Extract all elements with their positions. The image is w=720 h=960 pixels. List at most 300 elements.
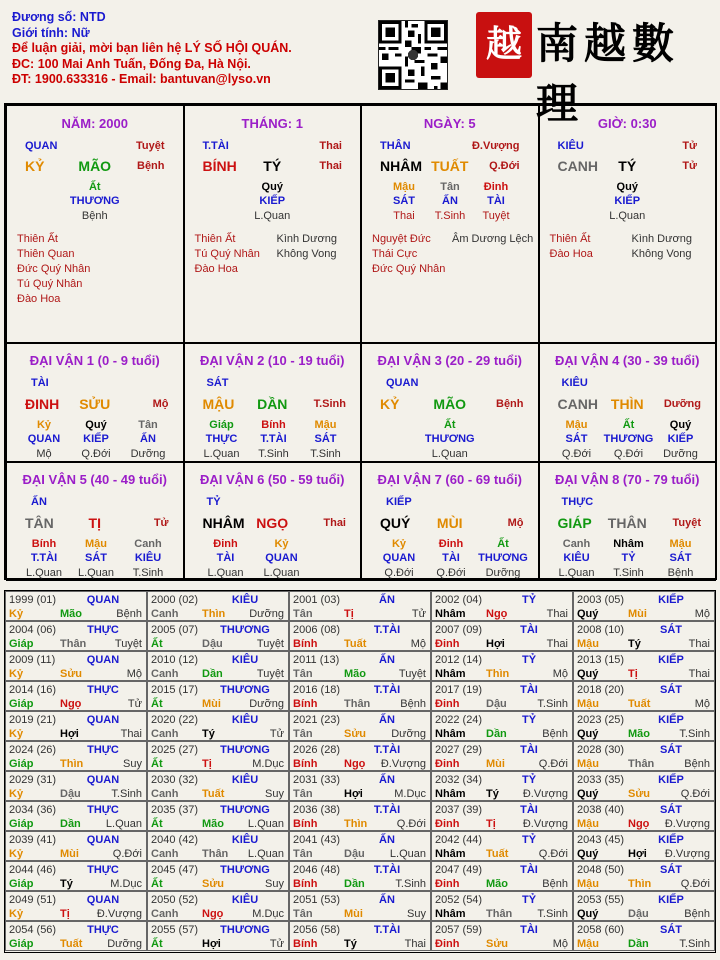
earthly-branch: TUẤT bbox=[431, 158, 469, 174]
year-branch: Tị bbox=[628, 668, 638, 680]
hidden-stem: Đinh bbox=[213, 538, 238, 550]
ten-god: TỶ bbox=[521, 714, 537, 726]
dai-van-title: ĐẠI VẬN 7 (60 - 69 tuổi) bbox=[377, 472, 522, 487]
life-stage: T.Sinh bbox=[395, 878, 426, 890]
star-name: Tú Quý Nhân bbox=[17, 278, 83, 290]
year-label: 2020 (22) bbox=[151, 714, 199, 726]
hidden-god: KIẾP bbox=[83, 433, 109, 445]
life-stage: Thai bbox=[688, 638, 710, 650]
life-stage: Mộ bbox=[694, 698, 710, 710]
year-stem: Ất bbox=[151, 938, 163, 950]
year-cell bbox=[289, 771, 431, 801]
dai-van-cell bbox=[539, 343, 717, 462]
year-branch: Tuất bbox=[202, 788, 225, 800]
year-stem: Bính bbox=[293, 878, 318, 890]
year-branch: Tý bbox=[628, 638, 641, 650]
year-stem: Mậu bbox=[577, 638, 599, 650]
hidden-god: QUAN bbox=[265, 552, 298, 564]
hidden-stem: Quý bbox=[85, 419, 107, 431]
year-stem: Ất bbox=[151, 758, 163, 770]
ten-god: T.TÀI bbox=[373, 804, 401, 816]
dai-van-title: ĐẠI VẬN 8 (70 - 79 tuổi) bbox=[555, 472, 700, 487]
earthly-branch: TỊ bbox=[88, 515, 101, 531]
year-branch: Ngọ bbox=[60, 698, 82, 710]
logo-title: 南越數理 bbox=[536, 19, 681, 128]
year-label: 2017 (19) bbox=[435, 684, 483, 696]
heavenly-stem: KỶ bbox=[380, 396, 400, 412]
hidden-stem: Mậu bbox=[85, 538, 107, 550]
year-label: 2053 (55) bbox=[577, 894, 625, 906]
ten-god: KIẾP bbox=[658, 774, 684, 786]
ten-god: KIẾP bbox=[658, 714, 684, 726]
ten-god: T.TÀI bbox=[373, 864, 401, 876]
heavenly-stem: BÍNH bbox=[202, 158, 237, 174]
year-label: 2056 (58) bbox=[293, 924, 341, 936]
year-branch: Dậu bbox=[486, 698, 507, 710]
earthly-branch: THÌN bbox=[610, 396, 644, 412]
ten-god: TỶ bbox=[206, 496, 221, 508]
earthly-branch: MÃO bbox=[433, 396, 467, 412]
ten-god: T.TÀI bbox=[202, 140, 229, 152]
hidden-god: QUAN bbox=[382, 552, 416, 564]
year-label: 2004 (06) bbox=[9, 624, 57, 636]
ten-god: TÀI bbox=[520, 684, 538, 696]
star-name: Thiên Quan bbox=[17, 248, 75, 260]
year-label: 2042 (44) bbox=[435, 834, 483, 846]
year-cell bbox=[5, 651, 147, 681]
year-label: 2019 (21) bbox=[9, 714, 57, 726]
hidden-stage: Q.Đới bbox=[613, 448, 644, 460]
hidden-god: SÁT bbox=[669, 552, 692, 564]
hidden-god: THƯƠNG bbox=[603, 433, 654, 445]
hidden-stage: Mộ bbox=[36, 448, 52, 460]
year-branch: Thìn bbox=[628, 878, 652, 890]
hidden-stage: L.Quan bbox=[254, 210, 291, 222]
year-label: 2003 (05) bbox=[577, 594, 625, 606]
ten-god: TỶ bbox=[521, 834, 537, 846]
year-branch: Thân bbox=[486, 908, 513, 920]
year-label: 2022 (24) bbox=[435, 714, 483, 726]
year-cell bbox=[147, 921, 289, 951]
year-stem: Nhâm bbox=[435, 908, 466, 920]
life-stage: M.Dục bbox=[110, 878, 142, 890]
year-label: 2028 (30) bbox=[577, 744, 625, 756]
life-stage: T.Sinh bbox=[537, 698, 568, 710]
year-branch: Thân bbox=[628, 758, 655, 770]
year-cell bbox=[289, 621, 431, 651]
year-cell bbox=[573, 861, 715, 891]
dai-van-title: ĐẠI VẬN 6 (50 - 59 tuổi) bbox=[200, 472, 345, 487]
year-branch: Hợi bbox=[628, 848, 647, 860]
ten-god: QUAN bbox=[86, 894, 120, 906]
year-stem: Mậu bbox=[577, 758, 599, 770]
hidden-god: ẤN bbox=[140, 433, 156, 445]
year-label: 2025 (27) bbox=[151, 744, 199, 756]
year-stem: Quý bbox=[577, 848, 599, 860]
year-stem: Tân bbox=[293, 608, 313, 620]
heavenly-stem: MẬU bbox=[202, 396, 235, 412]
hidden-stem: Kỷ bbox=[274, 538, 289, 550]
ten-god: T.TÀI bbox=[373, 744, 401, 756]
ten-god: KIẾP bbox=[658, 594, 684, 606]
hidden-stem: Quý bbox=[669, 419, 692, 431]
dai-van-cell bbox=[361, 343, 539, 462]
year-stem: Tân bbox=[293, 788, 313, 800]
year-cell bbox=[289, 651, 431, 681]
star-name: Đức Quý Nhân bbox=[17, 263, 91, 275]
year-label: 2032 (34) bbox=[435, 774, 483, 786]
year-branch: Hợi bbox=[60, 728, 79, 740]
ten-god: THƯƠNG bbox=[220, 624, 270, 636]
year-stem: Bính bbox=[293, 758, 318, 770]
year-stem: Giáp bbox=[9, 938, 34, 950]
chart-grid bbox=[4, 103, 717, 580]
year-label: 2058 (60) bbox=[577, 924, 625, 936]
life-stage: Tuyệt bbox=[114, 638, 142, 650]
year-branch: Tị bbox=[344, 608, 354, 620]
life-stage: Bệnh bbox=[496, 398, 524, 410]
heavenly-stem: TÂN bbox=[25, 515, 54, 531]
hidden-stage: T.Sinh bbox=[258, 448, 289, 460]
year-branch: Tuất bbox=[344, 638, 367, 650]
year-branch: Tý bbox=[486, 788, 499, 800]
ten-god: QUAN bbox=[86, 654, 120, 666]
year-stem: Canh bbox=[151, 848, 179, 860]
year-cell bbox=[5, 831, 147, 861]
life-stage: T.Sinh bbox=[111, 788, 142, 800]
pillar-title: GIỜ: 0:30 bbox=[597, 116, 657, 131]
hidden-stage: L.Quan bbox=[263, 567, 300, 579]
year-branch: Tị bbox=[486, 818, 496, 830]
year-stem: Ất bbox=[151, 878, 163, 890]
year-label: 2015 (17) bbox=[151, 684, 199, 696]
year-cell bbox=[573, 591, 715, 621]
hidden-stem: Đinh bbox=[483, 181, 509, 193]
year-stem: Kỷ bbox=[9, 788, 24, 800]
ten-god: THỰC bbox=[87, 744, 119, 756]
year-stem: Canh bbox=[151, 788, 179, 800]
star-name: Thiên Ất bbox=[549, 233, 591, 245]
hidden-god: SÁT bbox=[85, 552, 107, 564]
hidden-stage: Q.Đới bbox=[436, 567, 466, 579]
hidden-stem: Mậu bbox=[314, 419, 337, 431]
year-branch: Tý bbox=[202, 728, 215, 740]
heavenly-stem: NHÂM bbox=[202, 515, 245, 531]
year-cell bbox=[147, 891, 289, 921]
year-label: 2029 (31) bbox=[9, 774, 57, 786]
life-stage: Bệnh bbox=[542, 878, 568, 890]
hidden-god: TỶ bbox=[621, 552, 636, 564]
year-cell bbox=[431, 801, 573, 831]
address-line: ĐC: 100 Mai Anh Tuấn, Đống Đa, Hà Nội. bbox=[12, 56, 251, 71]
year-stem: Quý bbox=[577, 908, 599, 920]
ten-god: THƯƠNG bbox=[220, 924, 270, 936]
star-name: Đào Hoa bbox=[549, 248, 593, 260]
life-stage: Bệnh bbox=[684, 908, 710, 920]
heavenly-stem: KỶ bbox=[25, 158, 45, 174]
year-stem: Canh bbox=[151, 728, 179, 740]
year-branch: Ngọ bbox=[202, 908, 224, 920]
year-stem: Giáp bbox=[9, 818, 34, 830]
ten-god: THƯƠNG bbox=[220, 804, 270, 816]
hidden-stem: Ất bbox=[497, 538, 509, 550]
hidden-stem: Bính bbox=[261, 419, 286, 431]
year-label: 2021 (23) bbox=[293, 714, 341, 726]
life-stage: Thai bbox=[323, 517, 346, 529]
life-stage: Q.Đới bbox=[538, 758, 568, 770]
year-cell bbox=[147, 591, 289, 621]
year-label: 2014 (16) bbox=[9, 684, 57, 696]
year-branch: Sửu bbox=[202, 878, 225, 890]
year-label: 2043 (45) bbox=[577, 834, 625, 846]
ten-god: QUAN bbox=[386, 377, 419, 389]
year-cell bbox=[289, 741, 431, 771]
life-stage: L.Quan bbox=[105, 818, 142, 830]
ten-god: KIÊU bbox=[231, 894, 259, 906]
life-stage: Suy bbox=[265, 878, 284, 890]
life-stage: Bệnh bbox=[137, 160, 165, 172]
hidden-stem: Mậu bbox=[669, 538, 692, 550]
year-cell bbox=[147, 741, 289, 771]
year-label: 1999 (01) bbox=[9, 594, 57, 606]
year-stem: Giáp bbox=[9, 698, 34, 710]
year-stem: Đinh bbox=[435, 698, 460, 710]
life-stage: Đ.Vượng bbox=[96, 908, 142, 920]
year-branch: Ngọ bbox=[628, 818, 650, 830]
year-stem: Kỷ bbox=[9, 668, 24, 680]
year-stem: Kỷ bbox=[9, 908, 24, 920]
life-stage: Tuyệt bbox=[256, 638, 284, 650]
year-label: 2034 (36) bbox=[9, 804, 57, 816]
year-branch: Mão bbox=[60, 608, 82, 620]
earthly-branch: MÃO bbox=[78, 158, 112, 174]
ten-god: QUAN bbox=[86, 714, 120, 726]
life-stage: L.Quan bbox=[247, 848, 284, 860]
year-cell bbox=[573, 651, 715, 681]
year-cell bbox=[289, 891, 431, 921]
stage: Đ.Vượng bbox=[471, 140, 520, 152]
hidden-stem: Ất bbox=[622, 419, 635, 431]
year-stem: Giáp bbox=[9, 758, 34, 770]
year-branch: Dần bbox=[486, 728, 507, 740]
year-cell bbox=[147, 651, 289, 681]
life-stage: Tử bbox=[269, 938, 284, 950]
life-stage: Đ.Vượng bbox=[664, 848, 710, 860]
year-cell bbox=[431, 651, 573, 681]
year-branch: Dần bbox=[628, 938, 649, 950]
year-branch: Dần bbox=[202, 668, 223, 680]
hidden-stem: Kỷ bbox=[391, 538, 407, 550]
year-label: 2049 (51) bbox=[9, 894, 57, 906]
year-cell bbox=[147, 621, 289, 651]
earthly-branch: SỬU bbox=[79, 396, 111, 412]
pillar-cell bbox=[361, 105, 539, 343]
year-cell bbox=[147, 801, 289, 831]
ten-god: ẤN bbox=[379, 834, 395, 846]
year-stem: Ất bbox=[151, 698, 163, 710]
year-label: 2051 (53) bbox=[293, 894, 341, 906]
year-cell bbox=[289, 921, 431, 951]
life-stage: Bệnh bbox=[684, 758, 710, 770]
star-name: Thái Cực bbox=[372, 248, 418, 260]
year-branch: Mùi bbox=[60, 848, 79, 860]
year-stem: Quý bbox=[577, 728, 599, 740]
dai-van-title: ĐẠI VẬN 1 (0 - 9 tuổi) bbox=[29, 353, 160, 368]
heavenly-stem: QUÝ bbox=[380, 515, 411, 531]
annual-luck-grid bbox=[4, 590, 716, 953]
year-cell bbox=[5, 591, 147, 621]
logo-seal: 越 bbox=[476, 12, 532, 78]
star-name: Thiên Ất bbox=[17, 233, 58, 245]
hidden-stage: T.Sinh bbox=[613, 567, 644, 579]
life-stage: Mộ bbox=[410, 638, 426, 650]
ten-god: SÁT bbox=[660, 924, 682, 936]
life-stage: M.Dục bbox=[252, 908, 284, 920]
owner-name: Đương số: NTD bbox=[12, 10, 106, 24]
dai-van-cell bbox=[184, 343, 362, 462]
hidden-stage: L.Quan bbox=[77, 567, 115, 579]
life-stage: Q.Đới bbox=[680, 878, 710, 890]
year-stem: Tân bbox=[293, 728, 313, 740]
ten-god: QUAN bbox=[86, 834, 120, 846]
ten-god: T.TÀI bbox=[373, 624, 401, 636]
hidden-stem: Đinh bbox=[438, 538, 464, 550]
life-stage: Mộ bbox=[507, 517, 524, 529]
star-name: Không Vong bbox=[631, 248, 692, 260]
star-name: Đào Hoa bbox=[17, 293, 61, 305]
hidden-god: THƯƠNG bbox=[424, 433, 475, 445]
year-cell bbox=[5, 921, 147, 951]
star-name: Kình Dương bbox=[276, 233, 337, 245]
hidden-stem: Ất bbox=[88, 181, 101, 193]
star-name: Kình Dương bbox=[631, 233, 692, 245]
year-stem: Quý bbox=[577, 668, 599, 680]
pillar-title: NGÀY: 5 bbox=[423, 116, 476, 131]
ten-god: T.TÀI bbox=[373, 684, 401, 696]
year-label: 2002 (04) bbox=[435, 594, 483, 606]
earthly-branch: THÂN bbox=[607, 515, 647, 531]
ten-god: ẤN bbox=[379, 654, 395, 666]
ten-god: KIÊU bbox=[557, 140, 584, 152]
year-cell bbox=[147, 681, 289, 711]
year-stem: Quý bbox=[577, 608, 599, 620]
dai-van-cell bbox=[361, 462, 539, 581]
year-cell bbox=[5, 801, 147, 831]
ten-god: KIẾP bbox=[658, 834, 684, 846]
year-cell bbox=[573, 621, 715, 651]
year-branch: Sửu bbox=[60, 668, 83, 680]
hidden-stem: Mậu bbox=[393, 181, 415, 193]
year-stem: Tân bbox=[293, 908, 313, 920]
life-stage: Tử bbox=[153, 517, 169, 529]
year-branch: Dậu bbox=[60, 788, 81, 800]
year-cell bbox=[147, 861, 289, 891]
hidden-stage: T.Sinh bbox=[132, 567, 164, 579]
year-cell bbox=[431, 711, 573, 741]
year-stem: Đinh bbox=[435, 818, 460, 830]
ten-god: SÁT bbox=[660, 624, 682, 636]
life-stage: Q.Đới bbox=[489, 160, 520, 172]
life-stage: Bệnh bbox=[116, 608, 142, 620]
life-stage: Dưỡng bbox=[249, 698, 284, 710]
year-label: 2024 (26) bbox=[9, 744, 57, 756]
year-label: 2054 (56) bbox=[9, 924, 57, 936]
pillar-title: THÁNG: 1 bbox=[241, 116, 303, 131]
hidden-stage: Bệnh bbox=[81, 210, 108, 222]
hidden-stage: Q.Đới bbox=[561, 448, 592, 460]
year-cell bbox=[289, 801, 431, 831]
year-branch: Thìn bbox=[344, 818, 368, 830]
year-cell bbox=[5, 621, 147, 651]
year-stem: Canh bbox=[151, 668, 179, 680]
year-stem: Tân bbox=[293, 668, 313, 680]
life-stage: T.Sinh bbox=[537, 908, 568, 920]
ten-god: THỰC bbox=[87, 624, 119, 636]
dai-van-cell bbox=[539, 462, 717, 581]
life-stage: Q.Đới bbox=[538, 848, 568, 860]
year-label: 2048 (50) bbox=[577, 864, 625, 876]
year-label: 2036 (38) bbox=[293, 804, 341, 816]
year-branch: Thìn bbox=[202, 608, 226, 620]
ten-god: TỶ bbox=[521, 594, 537, 606]
ten-god: QUAN bbox=[86, 774, 120, 786]
life-stage: Đ.Vượng bbox=[664, 818, 710, 830]
year-label: 2030 (32) bbox=[151, 774, 199, 786]
year-branch: Mão bbox=[202, 818, 224, 830]
year-label: 2055 (57) bbox=[151, 924, 199, 936]
star-name: Âm Dương Lệch bbox=[452, 233, 534, 245]
year-label: 2037 (39) bbox=[435, 804, 483, 816]
year-label: 2012 (14) bbox=[435, 654, 483, 666]
ten-god: T.TÀI bbox=[373, 924, 401, 936]
year-stem: Giáp bbox=[9, 878, 34, 890]
pillar-cell bbox=[184, 105, 362, 343]
year-branch: Sửu bbox=[628, 788, 651, 800]
earthly-branch: NGỌ bbox=[256, 515, 289, 531]
phone-email-line: ĐT: 1900.633316 - Email: bantuvan@lyso.vn bbox=[12, 72, 271, 86]
star-name: Không Vong bbox=[276, 248, 337, 260]
pillar-cell bbox=[6, 105, 184, 343]
year-branch: Mùi bbox=[344, 908, 363, 920]
year-branch: Mùi bbox=[202, 698, 221, 710]
year-stem: Mậu bbox=[577, 818, 599, 830]
ten-god: TÀI bbox=[520, 624, 538, 636]
ten-god: SÁT bbox=[206, 377, 229, 389]
year-label: 2006 (08) bbox=[293, 624, 341, 636]
year-branch: Tý bbox=[344, 938, 357, 950]
year-label: 2010 (12) bbox=[151, 654, 199, 666]
hidden-stage: Tuyệt bbox=[482, 210, 510, 222]
pillar-title: NĂM: 2000 bbox=[61, 116, 128, 131]
ten-god: KIÊU bbox=[231, 654, 259, 666]
life-stage: Bệnh bbox=[400, 698, 426, 710]
earthly-branch: TÝ bbox=[263, 158, 282, 174]
earthly-branch: TÝ bbox=[618, 158, 637, 174]
hidden-god: TÀI bbox=[487, 195, 505, 207]
year-cell bbox=[5, 711, 147, 741]
hidden-stage: L.Quan bbox=[431, 448, 468, 460]
year-branch: Tị bbox=[60, 908, 70, 920]
ten-god: SÁT bbox=[660, 744, 682, 756]
year-stem: Bính bbox=[293, 698, 318, 710]
life-stage: Tuyệt bbox=[398, 668, 426, 680]
hidden-stage: L.Quan bbox=[558, 567, 595, 579]
ten-god: TÀI bbox=[520, 924, 538, 936]
year-cell bbox=[5, 861, 147, 891]
ten-god: KIÊU bbox=[231, 714, 259, 726]
hidden-god: KIÊU bbox=[134, 552, 162, 564]
heavenly-stem: CANH bbox=[557, 396, 598, 412]
